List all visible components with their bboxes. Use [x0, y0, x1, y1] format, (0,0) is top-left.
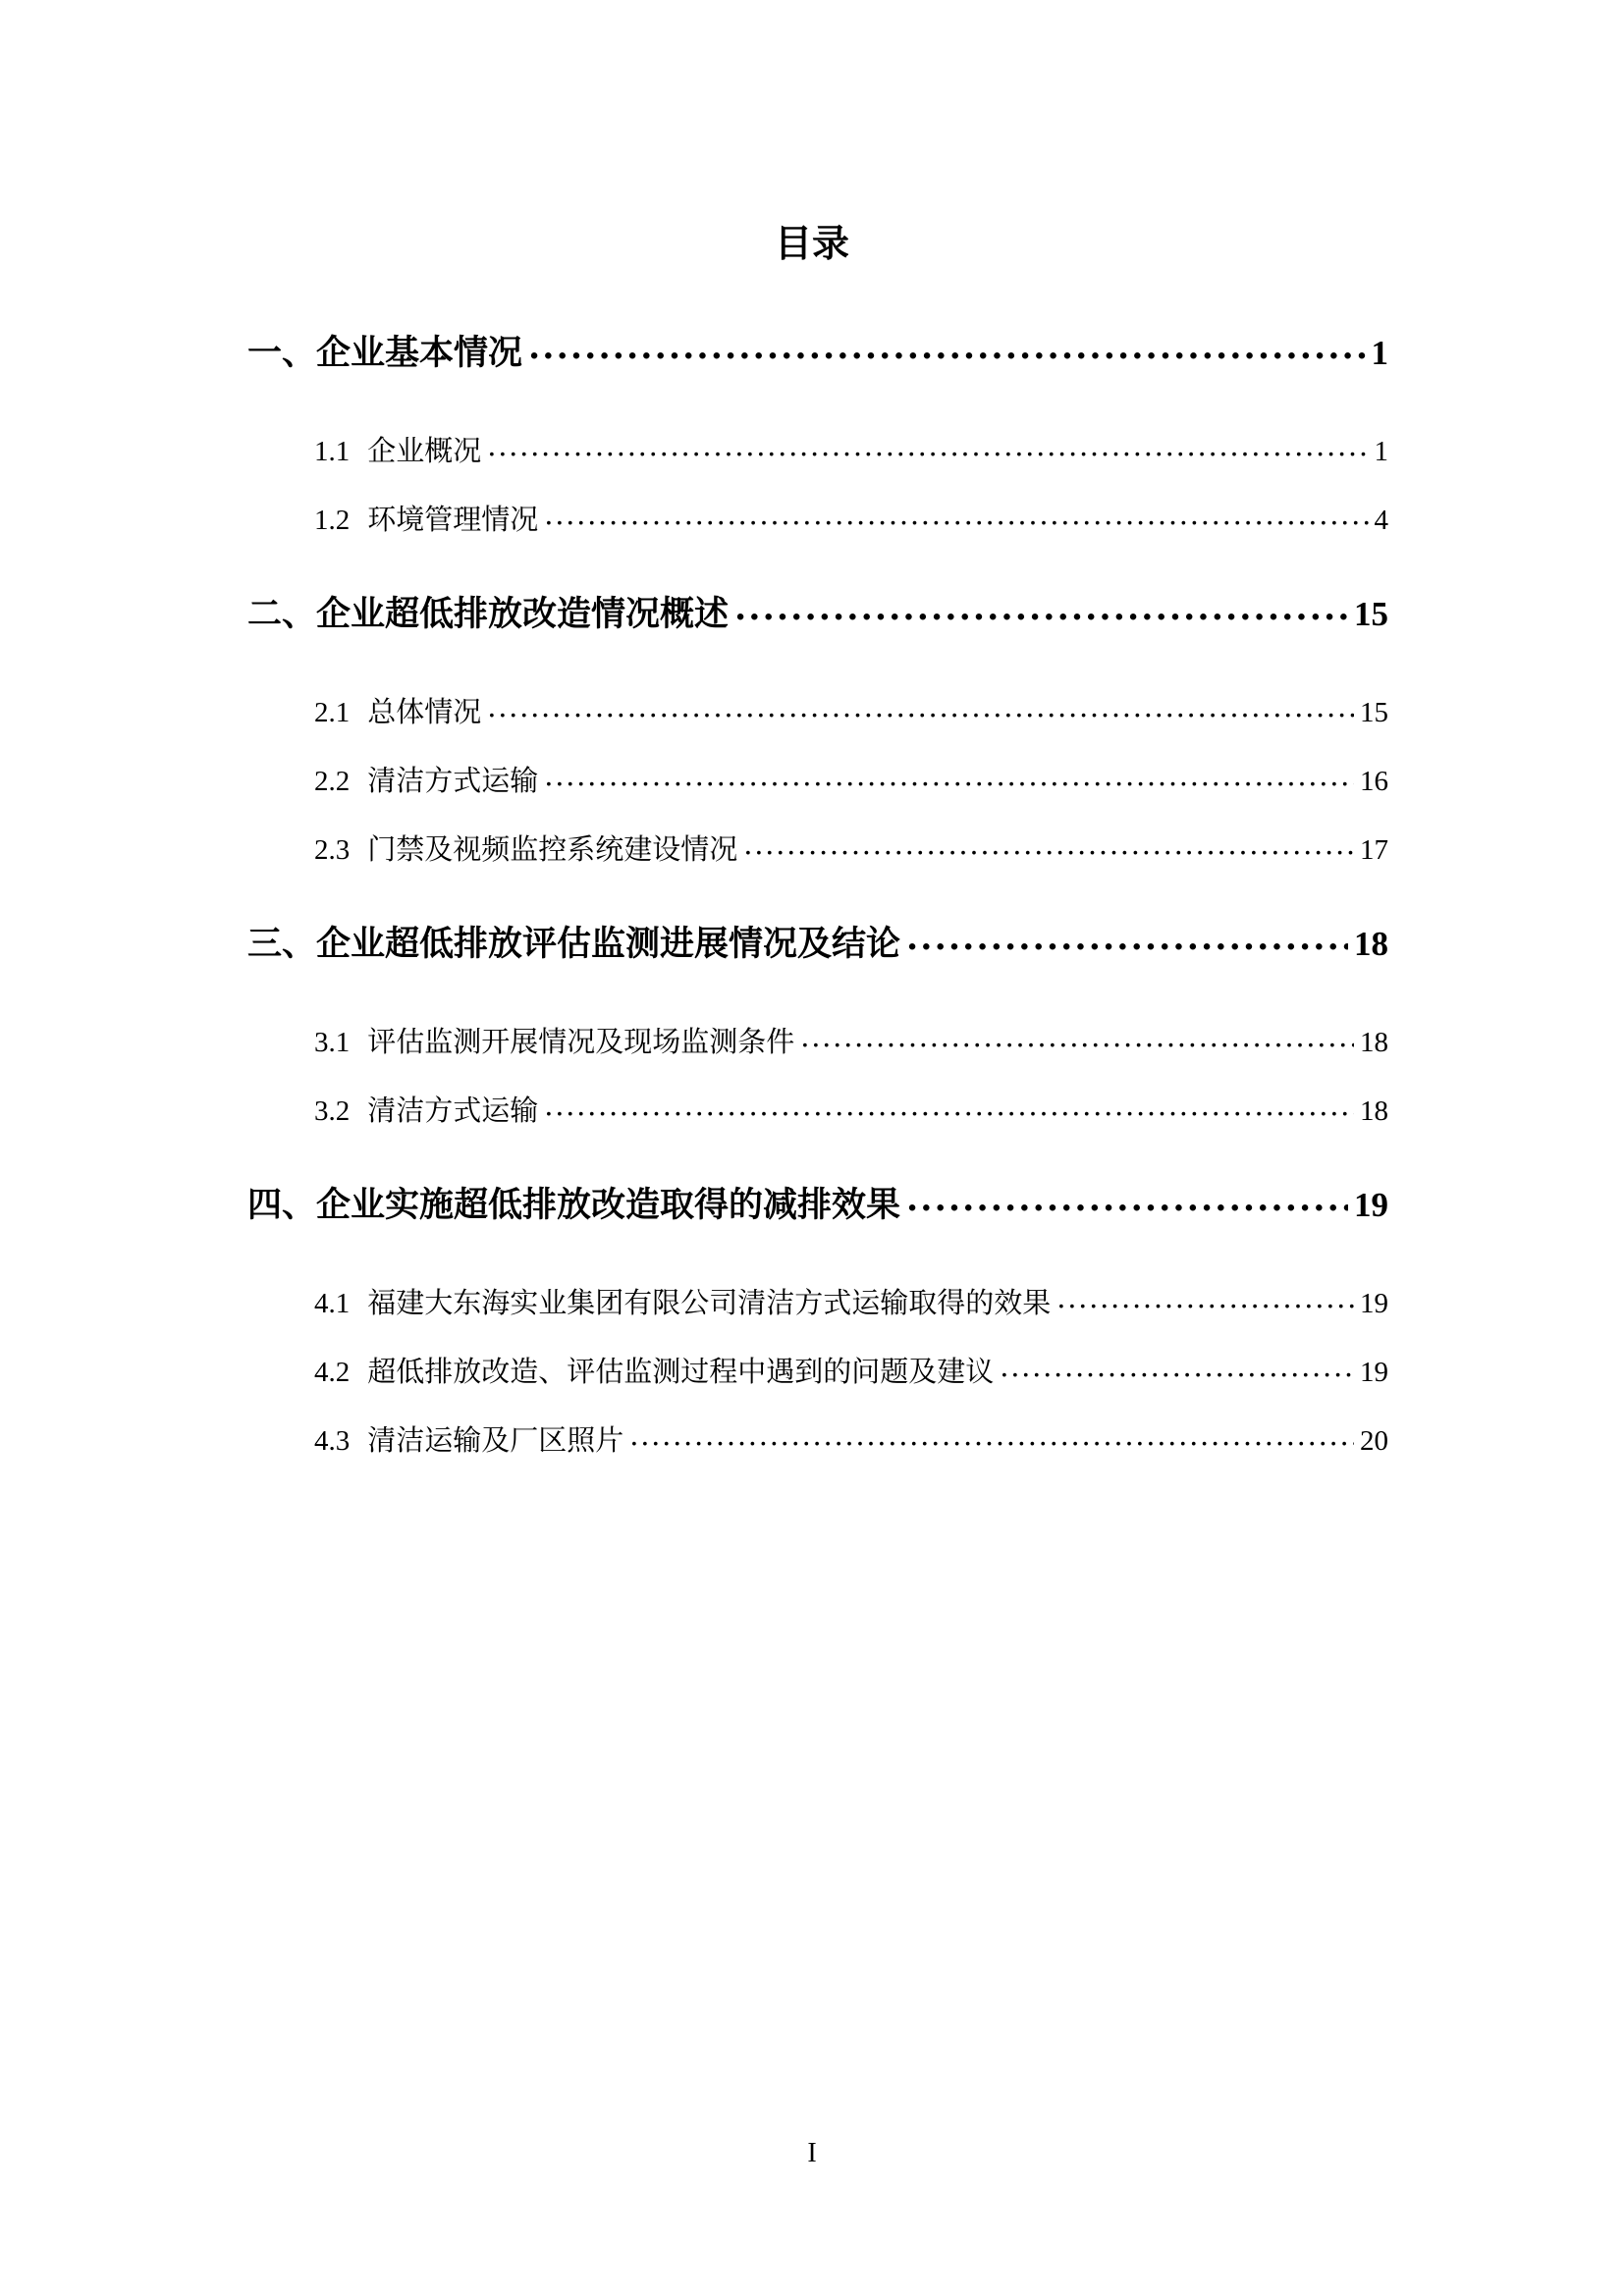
toc-entry-number: 2.2 [314, 766, 351, 797]
toc-entry-number: 3.2 [314, 1095, 351, 1127]
toc-page-number: 1 [1374, 436, 1388, 467]
toc-entry-title: 清洁运输及厂区照片 [367, 1423, 624, 1457]
toc-dot-leader [906, 921, 1348, 955]
toc-entry-title: 总体情况 [367, 695, 482, 728]
toc-entry-number: 3.1 [314, 1027, 351, 1058]
toc-page-number: 16 [1360, 766, 1388, 797]
toc-page-number: 15 [1354, 595, 1388, 633]
toc-dot-leader [906, 1182, 1348, 1216]
toc-entry-section-2[interactable] [247, 590, 1388, 639]
toc-entry-title: 三、企业超低排放评估监测进展情况及结论 [247, 924, 901, 964]
toc-dot-leader [734, 591, 1348, 625]
toc-entry-title: 清洁方式运输 [367, 1094, 539, 1127]
toc-entry-number: 4.2 [314, 1357, 351, 1388]
toc-entry-title: 企业概况 [367, 434, 482, 467]
toc-dot-leader [743, 830, 1354, 859]
toc-entry-number: 2.3 [314, 834, 351, 866]
toc-dot-leader [1000, 1353, 1354, 1381]
toc-entry-title: 清洁方式运输 [367, 764, 539, 797]
toc-page-number: 1 [1371, 334, 1388, 372]
toc-entry-2-3[interactable] [314, 828, 1388, 871]
toc-entry-2-1[interactable] [314, 691, 1388, 733]
toc-dot-leader [1056, 1284, 1354, 1312]
toc-entry-number: 1.1 [314, 436, 351, 467]
toc-dot-leader [487, 693, 1354, 721]
toc-entry-title: 二、企业超低排放改造情况概述 [247, 594, 730, 634]
toc-entry-section-4[interactable] [247, 1181, 1388, 1230]
toc-dot-leader [544, 501, 1368, 529]
toc-dot-leader [528, 330, 1365, 364]
toc-entry-title: 超低排放改造、评估监测过程中遇到的问题及建议 [367, 1355, 995, 1388]
toc-page-number: 15 [1360, 697, 1388, 728]
toc-page-number: 19 [1360, 1288, 1388, 1319]
toc-dot-leader [544, 1092, 1354, 1120]
toc-entry-4-3[interactable] [314, 1419, 1388, 1462]
toc-page-number: 20 [1360, 1425, 1388, 1457]
toc-entry-1-2[interactable] [314, 499, 1388, 541]
toc-entry-4-1[interactable] [314, 1282, 1388, 1324]
toc-entry-title: 一、企业基本情况 [247, 333, 523, 373]
toc-page-number: 18 [1354, 925, 1388, 963]
toc-page-number: 17 [1360, 834, 1388, 866]
toc-page-number: 18 [1360, 1027, 1388, 1058]
toc-page-number: 4 [1374, 505, 1388, 536]
toc-entry-4-2[interactable] [314, 1351, 1388, 1393]
toc-entry-title: 福建大东海实业集团有限公司清洁方式运输取得的效果 [367, 1286, 1052, 1319]
page-title: 目录 [774, 221, 849, 265]
toc-entry-section-1[interactable] [247, 329, 1388, 378]
toc-entry-section-3[interactable] [247, 920, 1388, 969]
toc-entry-title: 门禁及视频监控系统建设情况 [367, 832, 738, 866]
toc-entry-3-1[interactable] [314, 1021, 1388, 1063]
toc-page-number: 18 [1360, 1095, 1388, 1127]
toc-dot-leader [487, 432, 1368, 460]
toc-entry-1-1[interactable] [314, 430, 1388, 472]
toc-entry-title: 环境管理情况 [367, 503, 539, 536]
toc-entry-title: 评估监测开展情况及现场监测条件 [367, 1025, 795, 1058]
toc-entry-number: 1.2 [314, 505, 351, 536]
page-number-footer: I [807, 2138, 817, 2168]
toc-entry-title: 四、企业实施超低排放改造取得的减排效果 [247, 1185, 901, 1225]
toc-entry-number: 4.3 [314, 1425, 351, 1457]
toc-entry-2-2[interactable] [314, 760, 1388, 802]
toc-dot-leader [544, 762, 1354, 790]
toc-entry-3-2[interactable] [314, 1090, 1388, 1132]
toc-page-number: 19 [1360, 1357, 1388, 1388]
toc-dot-leader [800, 1023, 1354, 1051]
toc-dot-leader [629, 1421, 1354, 1450]
toc-entry-number: 2.1 [314, 697, 351, 728]
toc-page-number: 19 [1354, 1186, 1388, 1224]
toc-entry-number: 4.1 [314, 1288, 351, 1319]
